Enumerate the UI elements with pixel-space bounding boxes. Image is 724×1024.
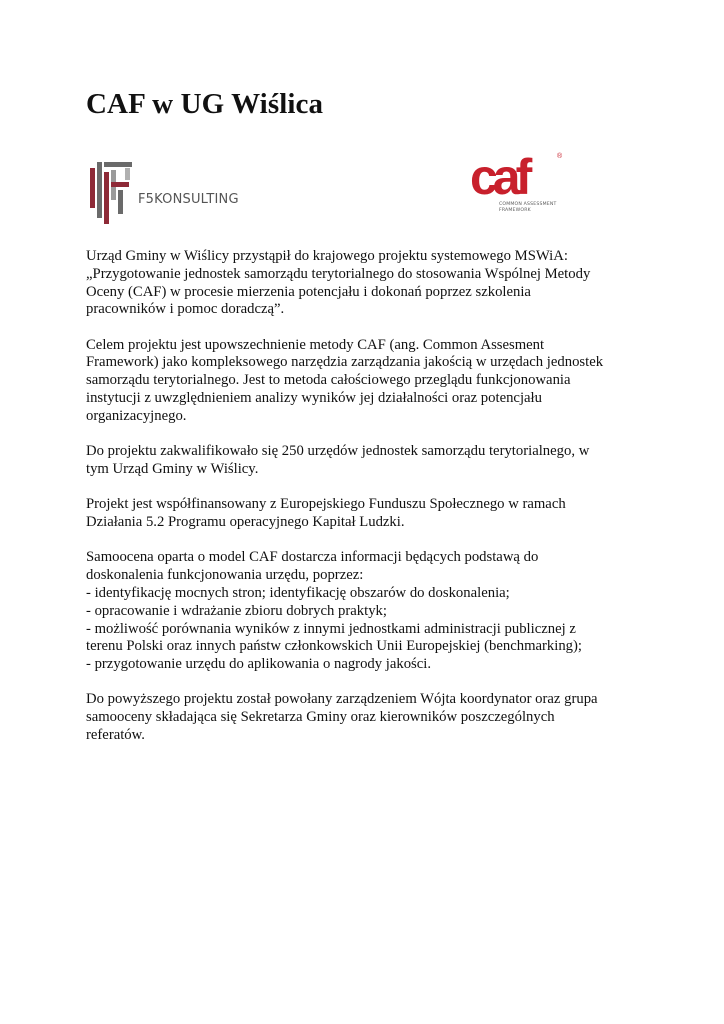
text-line: Samoocena oparta o model CAF dostarcza informacji będących podstawą do <box>86 549 539 566</box>
text-line: „Przygotowanie jednostek samorządu terytorialnego do stosowania Wspólnej Metody <box>86 265 591 282</box>
paragraph <box>86 337 646 426</box>
caf-mark-icon <box>468 148 568 208</box>
paragraph <box>86 443 646 479</box>
text-line: - przygotowanie urzędu do aplikowania o nagrody jakości. <box>86 656 432 673</box>
caf-logo <box>468 148 568 224</box>
text-line: - możliwość porównania wyników z innymi jednostkami administracji publicznej z <box>86 620 576 637</box>
paragraph <box>86 248 646 319</box>
text-line: Do projektu zakwalifikowało się 250 urzędów jednostek samorządu terytorialnego, w <box>86 443 590 460</box>
text-line: Projekt jest współfinansowany z Europejskiego Funduszu Społecznego w ramach <box>86 496 566 513</box>
text-line: Celem projektu jest upowszechnienie metody CAF (ang. Common Assesment <box>86 336 545 353</box>
text-line: terenu Polski oraz innych państw członkowskich Unii Europejskiej (benchmarking); <box>86 638 582 655</box>
page-title: CAF w UG Wiślica <box>86 88 324 120</box>
text-line: Działania 5.2 Programu operacyjnego Kapitał Ludzki. <box>86 514 405 531</box>
caf-tagline: COMMON ASSESSMENT FRAMEWORK <box>499 202 557 213</box>
text-line: instytucji z uwzględnieniem analizy wyników jej działalności oraz potencjału <box>86 390 542 407</box>
paragraph <box>86 691 646 744</box>
paragraph <box>86 496 646 532</box>
text-line: Framework) jako kompleksowego narzędzia zarządzania jakością w urzędach jednostek <box>86 354 604 371</box>
svg-text:®: ® <box>557 153 563 160</box>
text-line: Urząd Gminy w Wiślicy przystąpił do krajowego projektu systemowego MSWiA: <box>86 248 568 264</box>
text-line: - identyfikację mocnych stron; identyfikację obszarów do doskonalenia; <box>86 584 510 601</box>
text-line: doskonalenia funkcjonowania urzędu, poprzez: <box>86 567 364 584</box>
document-body <box>86 248 646 762</box>
text-line: referatów. <box>86 727 145 744</box>
text-line: Oceny (CAF) w procesie mierzenia potencjału i dokonań poprzez szkolenia <box>86 283 531 300</box>
text-line: tym Urząd Gminy w Wiślicy. <box>86 460 259 477</box>
svg-text:caf: caf <box>470 149 528 205</box>
text-line: pracowników i pomoc doradczą”. <box>86 301 285 318</box>
f5-emblem-icon <box>88 160 138 228</box>
text-line: samorządu terytorialnego. Jest to metoda całościowego przeglądu funkcjonowania <box>86 372 571 389</box>
f5-konsulting-logo <box>88 160 248 228</box>
text-line: Do powyższego projektu został powołany zarządzeniem Wójta koordynator oraz grupa <box>86 691 598 708</box>
f5-wordmark: F5KONSULTING <box>138 192 239 207</box>
text-line: - opracowanie i wdrażanie zbioru dobrych praktyk; <box>86 602 387 619</box>
paragraph <box>86 549 646 674</box>
text-line: samooceny składająca się Sekretarza Gminy oraz kierowników poszczególnych <box>86 709 555 726</box>
text-line: organizacyjnego. <box>86 407 187 424</box>
